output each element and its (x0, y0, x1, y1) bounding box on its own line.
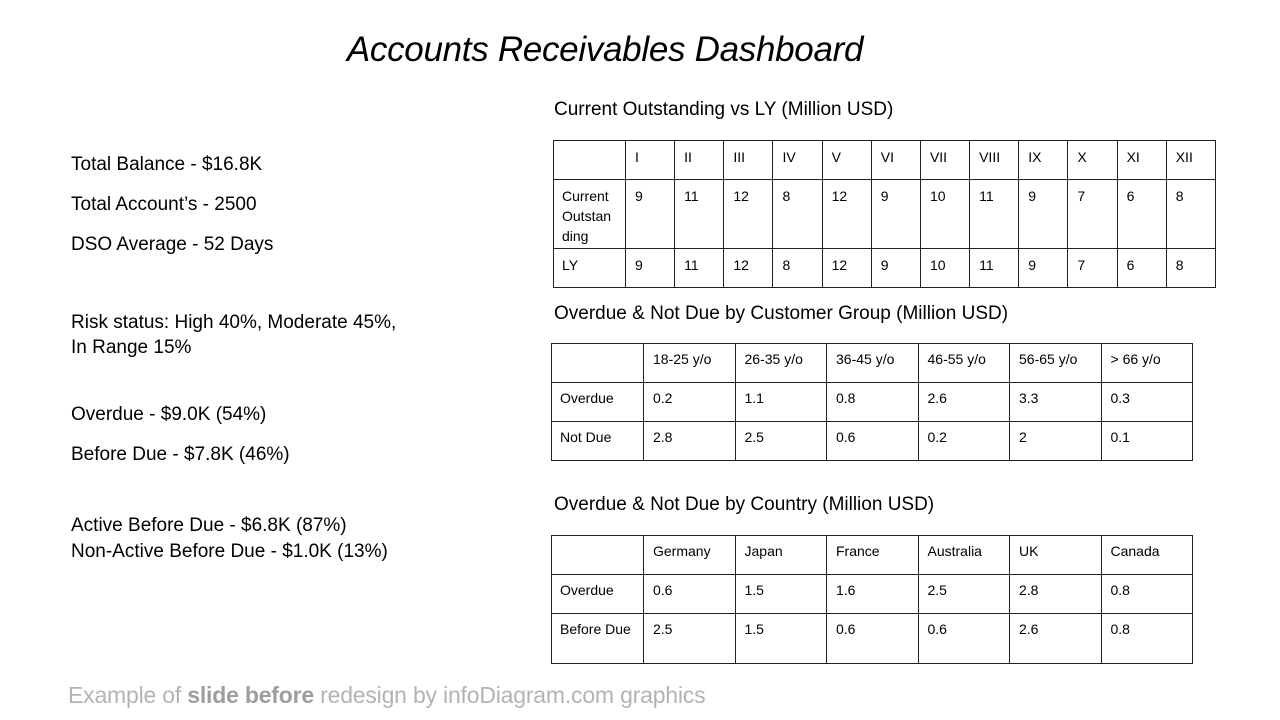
table-cell: 10 (920, 249, 969, 288)
table-cell: 9 (1019, 180, 1068, 249)
row-label: Overdue (552, 383, 644, 422)
table-cell: 9 (871, 180, 920, 249)
header-row (552, 344, 1193, 383)
table-cell: 6 (1117, 249, 1166, 288)
column-header: XII (1166, 141, 1215, 180)
table-cell: 0.6 (918, 614, 1010, 664)
table-cell: 0.6 (644, 575, 736, 614)
column-header: France (827, 536, 919, 575)
table-cell: 0.2 (918, 422, 1010, 461)
column-header: UK (1010, 536, 1102, 575)
row-label: LY (554, 249, 626, 288)
column-header: 46-55 y/o (918, 344, 1010, 383)
total-balance: Total Balance - $16.8K (71, 154, 263, 175)
table-cell: 11 (675, 249, 724, 288)
table-cell: 11 (970, 180, 1019, 249)
table-cell: 2.5 (735, 422, 827, 461)
table-cell: 8 (1166, 180, 1215, 249)
table-cell: 0.8 (827, 383, 919, 422)
customer-group-table-title: Overdue & Not Due by Customer Group (Million USD) (554, 303, 1009, 324)
country-table (551, 535, 1193, 664)
outstanding-table-title: Current Outstanding vs LY (Million USD) (554, 99, 894, 120)
table-row (552, 422, 1193, 461)
outstanding-table (553, 140, 1216, 288)
footer-prefix: Example of (68, 682, 188, 708)
customer-group-table (551, 343, 1193, 461)
column-header: 36-45 y/o (827, 344, 919, 383)
table-cell: 0.8 (1101, 614, 1193, 664)
table-cell: 2.8 (644, 422, 736, 461)
table-cell: 0.8 (1101, 575, 1193, 614)
table-cell: 2.5 (918, 575, 1010, 614)
table-cell: 0.6 (827, 422, 919, 461)
row-label: Before Due (552, 614, 644, 664)
table-cell: 2.6 (1010, 614, 1102, 664)
column-header: VII (920, 141, 969, 180)
before-due-total: Before Due - $7.8K (46%) (71, 444, 290, 465)
column-header: 56-65 y/o (1010, 344, 1102, 383)
table-cell: 11 (970, 249, 1019, 288)
table-cell: 3.3 (1010, 383, 1102, 422)
table-cell: 10 (920, 180, 969, 249)
column-header: > 66 y/o (1101, 344, 1193, 383)
table-cell: 0.6 (827, 614, 919, 664)
column-header: Germany (644, 536, 736, 575)
row-label: Overdue (552, 575, 644, 614)
column-header: Canada (1101, 536, 1193, 575)
table-cell: 11 (675, 180, 724, 249)
table-cell: 9 (1019, 249, 1068, 288)
column-header: VI (871, 141, 920, 180)
corner-cell (552, 344, 644, 383)
non-active-before-due: Non-Active Before Due - $1.0K (13%) (71, 541, 388, 562)
dso-average: DSO Average - 52 Days (71, 234, 274, 255)
column-header: V (822, 141, 871, 180)
table-cell: 1.5 (735, 614, 827, 664)
table-cell: 7 (1068, 249, 1117, 288)
table-cell: 1.6 (827, 575, 919, 614)
table-cell: 8 (773, 249, 822, 288)
column-header: 18-25 y/o (644, 344, 736, 383)
row-label: Not Due (552, 422, 644, 461)
table-cell: 2.8 (1010, 575, 1102, 614)
footer-caption (68, 682, 705, 709)
column-header: I (626, 141, 675, 180)
footer-suffix: redesign by infoDiagram.com graphics (313, 682, 706, 708)
row-label: Current Outstan ding (554, 180, 626, 249)
table-row (552, 383, 1193, 422)
footer-emphasis: slide before (187, 682, 314, 708)
table-row (552, 614, 1193, 664)
table-cell: 9 (871, 249, 920, 288)
table-cell: 2 (1010, 422, 1102, 461)
table-cell: 2.5 (644, 614, 736, 664)
column-header: IV (773, 141, 822, 180)
table-row (554, 180, 1216, 249)
column-header: 26-35 y/o (735, 344, 827, 383)
column-header: Australia (918, 536, 1010, 575)
table-cell: 7 (1068, 180, 1117, 249)
active-before-due: Active Before Due - $6.8K (87%) (71, 515, 347, 536)
table-row (552, 575, 1193, 614)
column-header: Japan (735, 536, 827, 575)
table-cell: 9 (626, 180, 675, 249)
table-cell: 6 (1117, 180, 1166, 249)
country-table-title: Overdue & Not Due by Country (Million USD) (554, 494, 935, 515)
table-cell: 2.6 (918, 383, 1010, 422)
table-cell: 12 (822, 249, 871, 288)
table-cell: 1.5 (735, 575, 827, 614)
table-cell: 1.1 (735, 383, 827, 422)
table-cell: 0.3 (1101, 383, 1193, 422)
corner-cell (554, 141, 626, 180)
table-cell: 0.2 (644, 383, 736, 422)
table-cell: 8 (773, 180, 822, 249)
column-header: X (1068, 141, 1117, 180)
table-cell: 12 (822, 180, 871, 249)
table-cell: 12 (724, 180, 773, 249)
column-header: IX (1019, 141, 1068, 180)
table-cell: 12 (724, 249, 773, 288)
risk-status: Risk status: High 40%, Moderate 45%, In Range 15% (71, 312, 397, 358)
corner-cell (552, 536, 644, 575)
total-accounts: Total Account’s - 2500 (71, 194, 257, 215)
column-header: II (675, 141, 724, 180)
table-cell: 0.1 (1101, 422, 1193, 461)
column-header: XI (1117, 141, 1166, 180)
table-cell: 9 (626, 249, 675, 288)
overdue-total: Overdue - $9.0K (54%) (71, 404, 267, 425)
table-cell: 8 (1166, 249, 1215, 288)
header-row (554, 141, 1216, 180)
column-header: III (724, 141, 773, 180)
page-title: Accounts Receivables Dashboard (346, 30, 864, 69)
header-row (552, 536, 1193, 575)
column-header: VIII (970, 141, 1019, 180)
table-row (554, 249, 1216, 288)
